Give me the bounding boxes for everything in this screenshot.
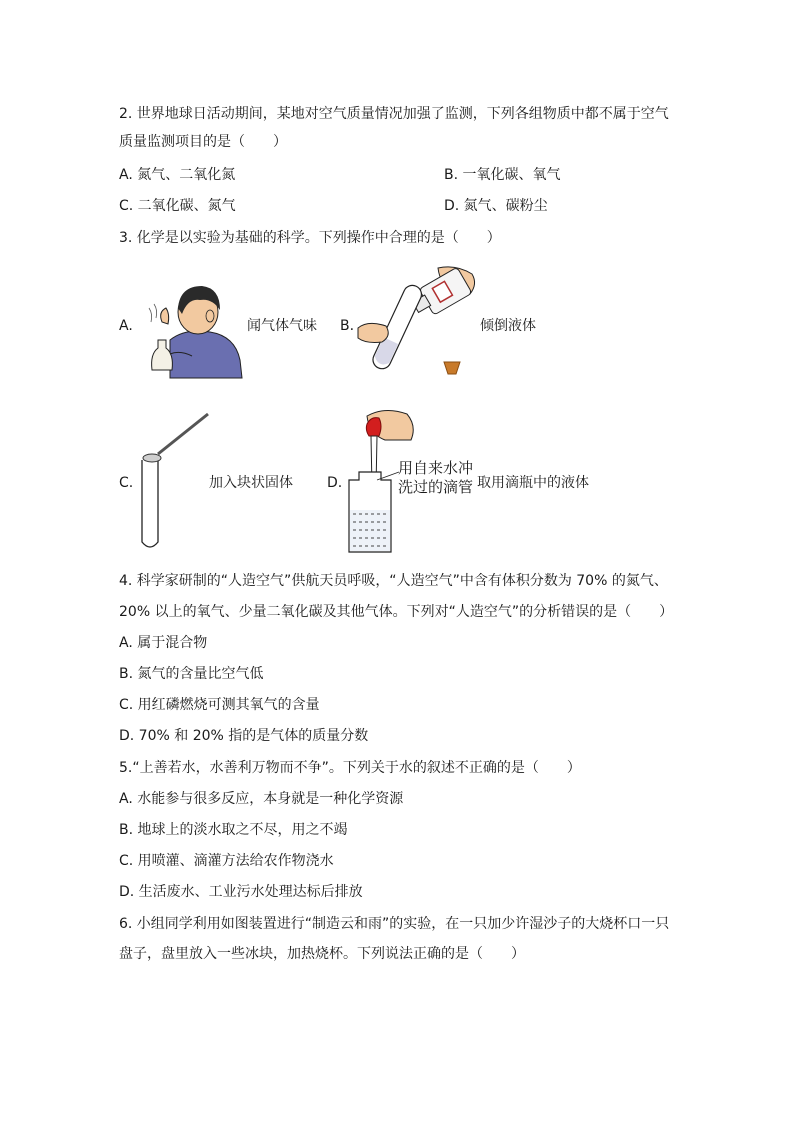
- q4-stem-line1: 4. 科学家研制的“人造空气”供航天员呼吸，“人造空气”中含有体积分数为 70% 的氮气、: [119, 573, 668, 589]
- q3-option-a-letter[interactable]: A.: [119, 318, 133, 334]
- q4-option-d[interactable]: D. 70% 和 20% 指的是气体的质量分数: [119, 728, 369, 744]
- spoon-in-test-tube-figure: [138, 408, 212, 552]
- q2-option-a[interactable]: A. 氮气、二氧化氮: [119, 167, 236, 183]
- q5-option-a[interactable]: A. 水能参与很多反应，本身就是一种化学资源: [119, 791, 404, 807]
- q6-stem-line2: 盘子，盘里放入一些冰块，加热烧杯。下列说法正确的是（ ）: [119, 946, 525, 962]
- q3-option-d-text: 取用滴瓶中的液体: [477, 475, 589, 491]
- q5-option-b[interactable]: B. 地球上的淡水取之不尽，用之不竭: [119, 822, 348, 838]
- q6-stem-line1: 6. 小组同学利用如图装置进行“制造云和雨”的实验，在一只加少许湿沙子的大烧杯口一只: [119, 916, 670, 932]
- q2-stem-line1: 2. 世界地球日活动期间，某地对空气质量情况加强了监测，下列各组物质中都不属于空气: [119, 106, 669, 122]
- q2-option-b[interactable]: B. 一氧化碳、氧气: [444, 167, 561, 183]
- q3-option-b-letter[interactable]: B.: [340, 318, 355, 334]
- q4-option-b[interactable]: B. 氮气的含量比空气低: [119, 666, 264, 682]
- q2-stem-line2: 质量监测项目的是（ ）: [119, 134, 287, 150]
- smelling-student-figure: [140, 270, 244, 380]
- q4-stem-line2: 20% 以上的氧气、少量二氧化碳及其他气体。下列对“人造空气”的分析错误的是（ ）: [119, 604, 674, 620]
- q3-option-a-text: 闻气体气味: [247, 318, 317, 334]
- q5-option-c[interactable]: C. 用喷灌、滴灌方法给农作物浇水: [119, 853, 334, 869]
- q3-option-c-letter[interactable]: C.: [119, 475, 134, 491]
- q3-option-c-text: 加入块状固体: [209, 475, 293, 491]
- q2-option-d[interactable]: D. 氮气、碳粉尘: [444, 198, 548, 214]
- dropper-callout-line1: 用自来水冲: [398, 459, 474, 477]
- q5-option-d[interactable]: D. 生活废水、工业污水处理达标后排放: [119, 884, 363, 900]
- dropper-callout-line2: 洗过的滴管: [398, 478, 474, 496]
- q5-stem: 5.“上善若水，水善利万物而不争”。下列关于水的叙述不正确的是（ ）: [119, 760, 581, 776]
- q3-option-b-text: 倾倒液体: [480, 318, 536, 334]
- q4-option-a[interactable]: A. 属于混合物: [119, 635, 208, 651]
- pouring-liquid-figure: [356, 262, 480, 386]
- q4-option-c[interactable]: C. 用红磷燃烧可测其氧气的含量: [119, 697, 320, 713]
- q3-option-d-letter[interactable]: D.: [327, 475, 343, 491]
- q3-stem: 3. 化学是以实验为基础的科学。下列操作中合理的是（ ）: [119, 230, 501, 246]
- q2-option-c[interactable]: C. 二氧化碳、氮气: [119, 198, 236, 214]
